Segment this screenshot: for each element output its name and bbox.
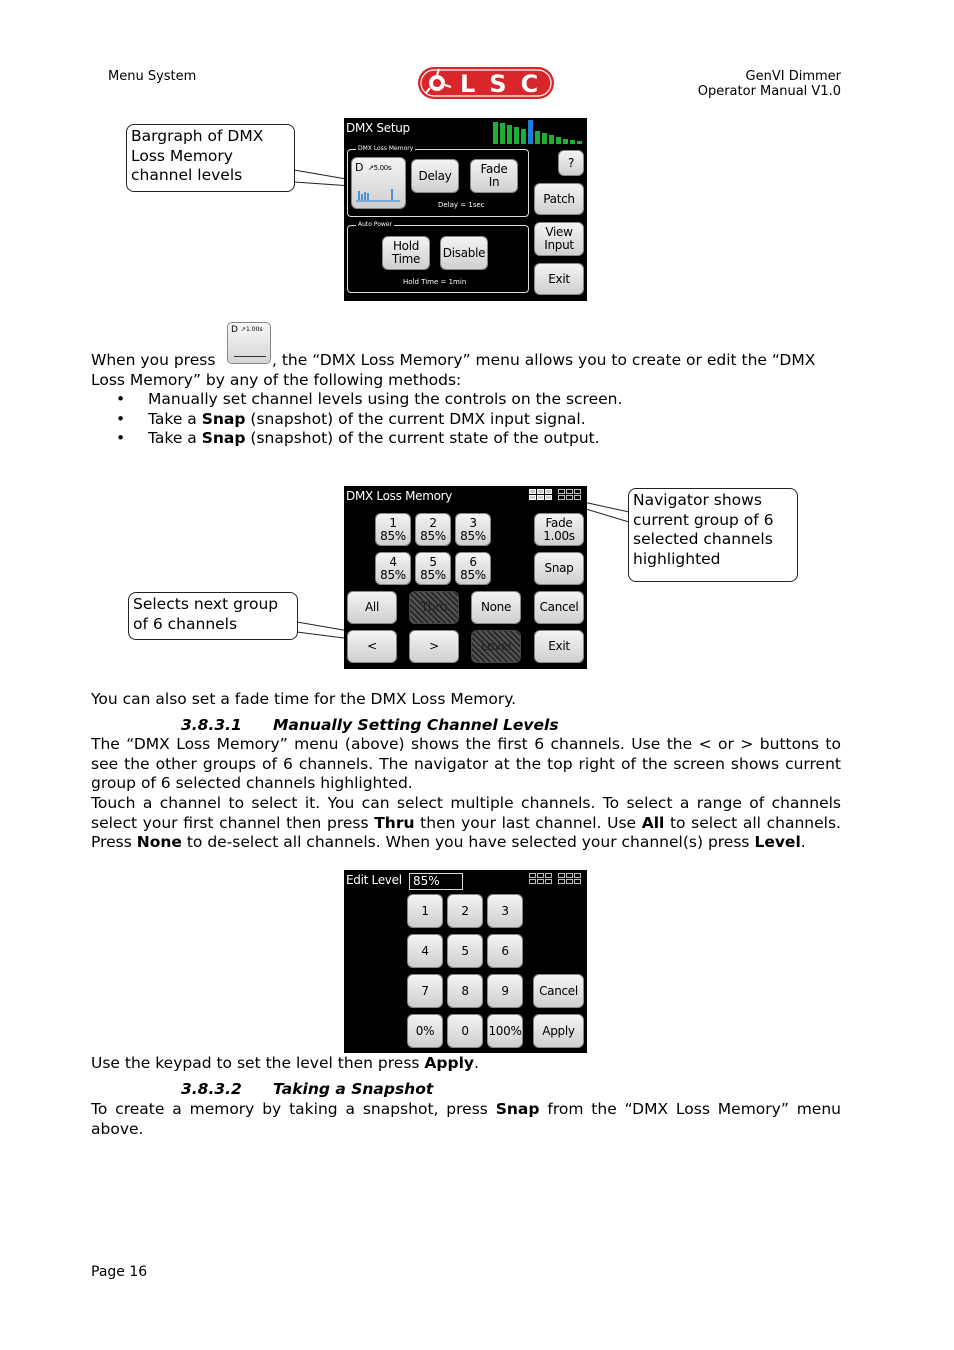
navigator-group-2	[558, 873, 581, 884]
previous-group-button[interactable]: <	[347, 630, 397, 663]
channel-button[interactable]: 2 85%	[415, 513, 451, 546]
keypad-key[interactable]: 0%	[407, 1014, 443, 1048]
callout-next-group: Selects next group of 6 channels	[128, 592, 298, 640]
svg-text:LSC: LSC	[460, 70, 553, 98]
keypad-key[interactable]: 7	[407, 974, 443, 1008]
channel-button[interactable]: 3 85%	[455, 513, 491, 546]
dmx-loss-memory-group-label: DMX Loss Memory	[358, 145, 414, 152]
keypad-key[interactable]: 2	[447, 894, 483, 928]
screen-title: DMX Setup	[346, 121, 410, 135]
method-item: • Take a Snap (snapshot) of the current DMX input signal.	[91, 410, 622, 430]
apply-button[interactable]: Apply	[533, 1014, 584, 1048]
page-number: Page 16	[91, 1264, 148, 1280]
level-button[interactable]: Level	[471, 630, 521, 663]
hold-status: Hold Time = 1min	[403, 278, 467, 286]
header-manual: Operator Manual V1.0	[697, 84, 841, 99]
keypad-key[interactable]: 9	[487, 974, 523, 1008]
para1-line2: Loss Memory” by any of the following methods:	[91, 371, 462, 389]
para1-after: , the “DMX Loss Memory” menu allows you to create or edit the “DMX	[272, 351, 816, 369]
help-button[interactable]: ?	[558, 150, 584, 176]
heading-number: 3.8.3.1	[181, 716, 242, 734]
hold-time-button[interactable]: Hold Time	[382, 236, 430, 270]
patch-button[interactable]: Patch	[534, 183, 584, 215]
method-item: • Manually set channel levels using the controls on the screen.	[91, 390, 622, 410]
navigator-next-group	[558, 489, 581, 500]
channel-button[interactable]: 5 85%	[415, 552, 451, 585]
inline-memory-letter: D	[231, 325, 238, 335]
para1-before: When you press	[91, 351, 216, 369]
channel-button[interactable]: 4 85%	[375, 552, 411, 585]
none-button[interactable]: None	[471, 591, 521, 624]
all-button[interactable]: All	[347, 591, 397, 624]
channel-button[interactable]: 6 85%	[455, 552, 491, 585]
snap-button[interactable]: Snap	[534, 552, 584, 585]
view-input-button[interactable]: View Input	[534, 222, 584, 256]
screen-title: Edit Level	[346, 873, 402, 887]
header-product: GenVI Dimmer	[745, 69, 841, 84]
level-value-field[interactable]: 85%	[409, 873, 463, 890]
cancel-button[interactable]: Cancel	[534, 591, 584, 624]
heading-number: 3.8.3.2	[181, 1080, 242, 1098]
keypad-key[interactable]: 4	[407, 934, 443, 968]
auto-power-group-label: Auto Power	[358, 221, 392, 228]
dmx-loss-memory-screen	[344, 486, 587, 669]
keypad-key[interactable]: 6	[487, 934, 523, 968]
fade-in-button[interactable]: Fade In	[470, 159, 518, 193]
heading-title: Taking a Snapshot	[273, 1080, 434, 1098]
delay-button[interactable]: Delay	[411, 159, 459, 193]
edit-level-screen	[344, 870, 587, 1053]
disable-button[interactable]: Disable	[440, 236, 488, 270]
exit-button[interactable]: Exit	[534, 630, 584, 663]
para-fade-time: You can also set a fade time for the DMX Loss Memory.	[91, 690, 517, 708]
header-left: Menu System	[108, 69, 197, 84]
next-group-button[interactable]: >	[409, 630, 459, 663]
para-use-keypad: Use the keypad to set the level then press Apply.	[91, 1054, 479, 1072]
delay-status: Delay = 1sec	[438, 201, 485, 209]
channel-button[interactable]: 1 85%	[375, 513, 411, 546]
memory-time: ↗5.00s	[368, 164, 392, 172]
para-snapshot: To create a memory by taking a snapshot, press Snap from the “DMX Loss Memory” menu above.	[91, 1100, 841, 1138]
navigator-group-1	[529, 873, 552, 884]
exit-button[interactable]: Exit	[534, 263, 584, 295]
heading-title: Manually Setting Channel Levels	[273, 716, 559, 734]
fade-button[interactable]: Fade 1.00s	[534, 513, 584, 546]
keypad-key[interactable]: 0	[447, 1014, 483, 1048]
cancel-button[interactable]: Cancel	[533, 974, 584, 1008]
para-channel-groups: The “DMX Loss Memory” menu (above) shows the first 6 channels. Use the < or > buttons to see the other groups of 6 channels. The navigator at the top right of the screen shows current group of 6 selected channels highlighted.	[91, 735, 841, 793]
keypad-key[interactable]: 5	[447, 934, 483, 968]
inline-memory-time: ↗1.00s	[241, 326, 263, 333]
keypad-key[interactable]: 8	[447, 974, 483, 1008]
memory-letter: D	[355, 161, 364, 174]
navigator-current-group	[529, 489, 552, 500]
callout-bargraph: Bargraph of DMX Loss Memory channel levels	[126, 124, 295, 192]
para-select-channels: Touch a channel to select it. You can select multiple channels. To select a range of channels select your first channel then press Thru then your last channel. Use All to select all channels. Press None to de-select all channels. When you have selected your channel(s) press Level.	[91, 794, 841, 852]
screen-title: DMX Loss Memory	[346, 489, 453, 503]
keypad-key[interactable]: 3	[487, 894, 523, 928]
thru-button[interactable]: Thru	[409, 591, 459, 624]
keypad-key[interactable]: 100%	[487, 1014, 523, 1048]
callout-navigator: Navigator shows current group of 6 selected channels highlighted	[628, 488, 798, 582]
keypad-key[interactable]: 1	[407, 894, 443, 928]
method-item: • Take a Snap (snapshot) of the current state of the output.	[91, 429, 622, 449]
section-heading-3-8-3-1	[181, 716, 559, 736]
section-heading-3-8-3-2	[181, 1080, 433, 1100]
